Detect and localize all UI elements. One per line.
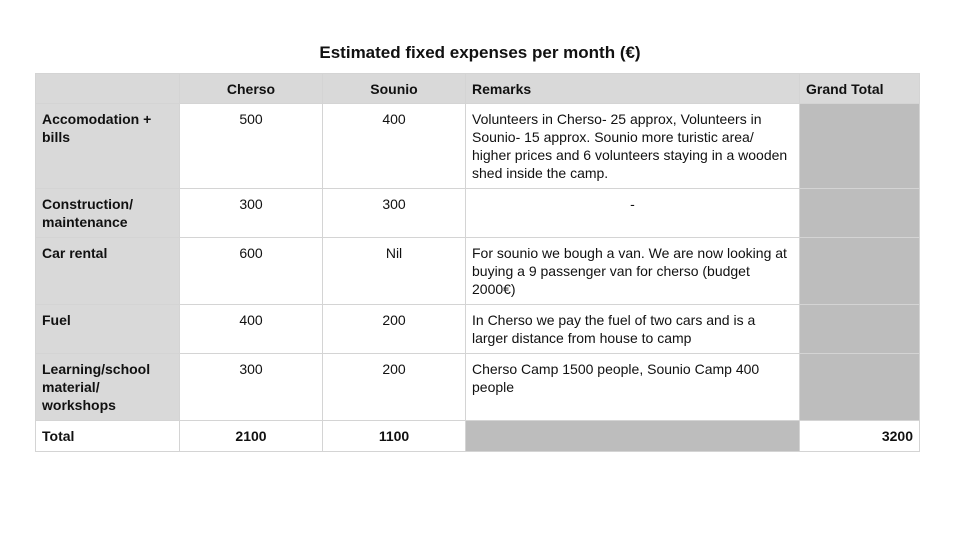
remarks-cell: In Cherso we pay the fuel of two cars and is a larger distance from house to camp [466, 305, 800, 354]
header-cherso: Cherso [180, 74, 323, 104]
cherso-value: 300 [180, 354, 323, 421]
row-label: Fuel [36, 305, 180, 354]
sounio-value: Nil [323, 238, 466, 305]
header-grand-total: Grand Total [800, 74, 920, 104]
remarks-cell: For sounio we bough a van. We are now looking at buying a 9 passenger van for cherso (budget 2000€) [466, 238, 800, 305]
cherso-value: 300 [180, 189, 323, 238]
sounio-value: 400 [323, 104, 466, 189]
remarks-cell: - [466, 189, 800, 238]
grand-total-cell [800, 189, 920, 238]
table-row [36, 238, 920, 305]
grand-total-cell [800, 238, 920, 305]
cherso-value: 400 [180, 305, 323, 354]
total-row [36, 421, 920, 452]
header-sounio: Sounio [323, 74, 466, 104]
table-row [36, 354, 920, 421]
grand-total-cell [800, 305, 920, 354]
grand-total-cell [800, 354, 920, 421]
row-label: Learning/school material/ workshops [36, 354, 180, 421]
row-label: Construction/ maintenance [36, 189, 180, 238]
table-row [36, 104, 920, 189]
table-row [36, 189, 920, 238]
row-label: Car rental [36, 238, 180, 305]
total-cherso: 2100 [180, 421, 323, 452]
sounio-value: 200 [323, 305, 466, 354]
table-title: Estimated fixed expenses per month (€) [319, 43, 641, 62]
expenses-table [35, 73, 920, 452]
table-row [36, 305, 920, 354]
remarks-cell: Volunteers in Cherso- 25 approx, Volunteers in Sounio- 15 approx. Sounio more turistic area/ higher prices and 6 volunteers staying in a wooden shed inside the camp. [466, 104, 800, 189]
header-row [36, 74, 920, 104]
header-remarks: Remarks [466, 74, 800, 104]
total-sounio: 1100 [323, 421, 466, 452]
total-label: Total [36, 421, 180, 452]
sounio-value: 300 [323, 189, 466, 238]
row-label: Accomodation + bills [36, 104, 180, 189]
grand-total-cell [800, 104, 920, 189]
cherso-value: 600 [180, 238, 323, 305]
sounio-value: 200 [323, 354, 466, 421]
grand-total-value: 3200 [800, 421, 920, 452]
remarks-cell: Cherso Camp 1500 people, Sounio Camp 400 people [466, 354, 800, 421]
header-corner-cell [36, 74, 180, 104]
cherso-value: 500 [180, 104, 323, 189]
total-remarks-cell [466, 421, 800, 452]
